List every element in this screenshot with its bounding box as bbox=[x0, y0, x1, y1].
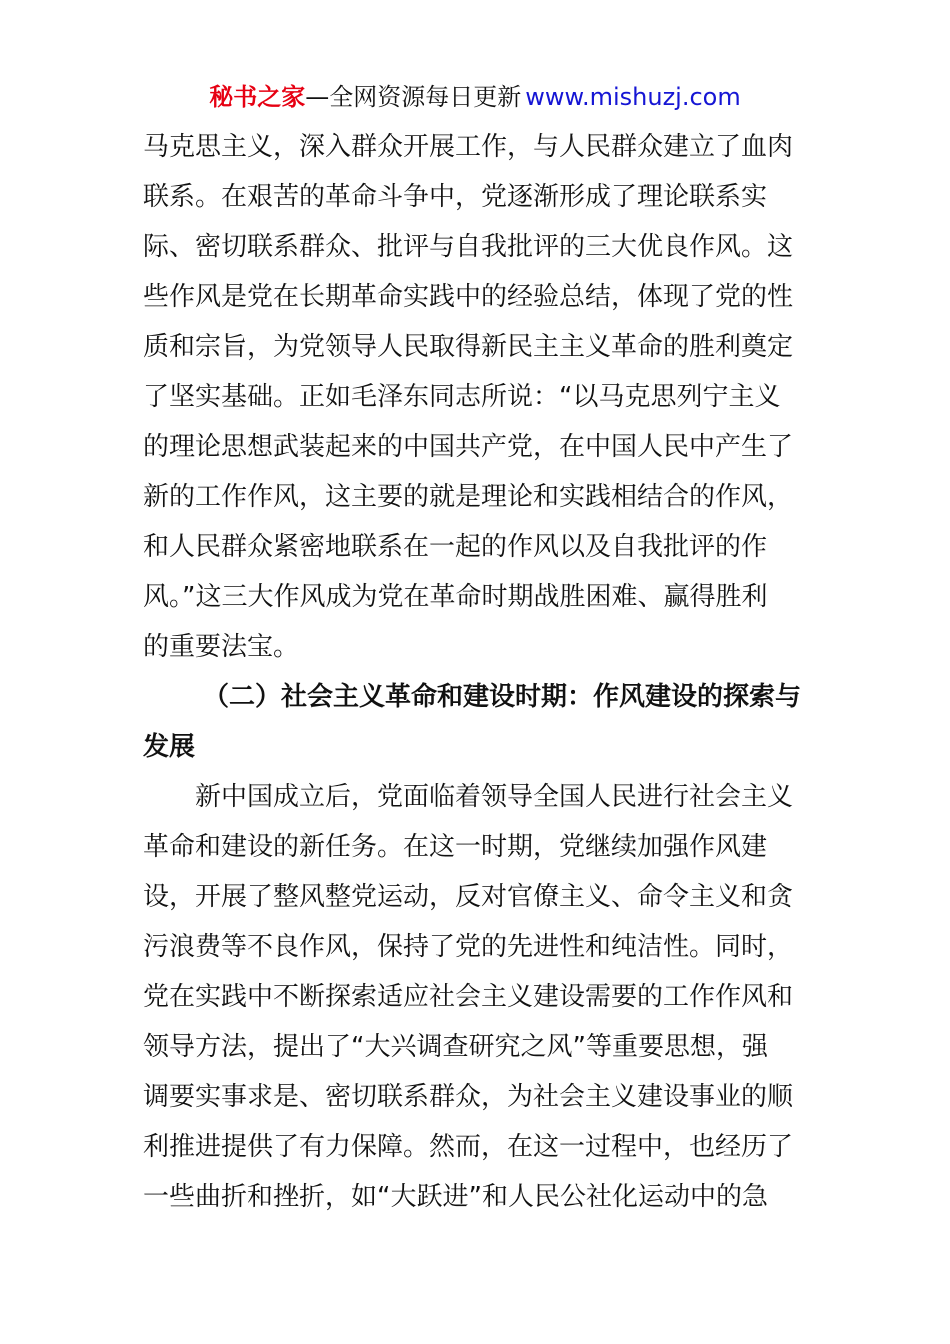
header-slogan: —全网资源每日更新 bbox=[305, 83, 522, 111]
body-line: 利推进提供了有力保障。然而，在这一过程中，也经历了 bbox=[143, 1132, 794, 1162]
body-line: 领导方法，提出了“大兴调查研究之风”等重要思想，强 bbox=[143, 1032, 768, 1062]
body-line: 调要实事求是、密切联系群众，为社会主义建设事业的顺 bbox=[143, 1082, 794, 1112]
body-line: 新的工作作风，这主要的就是理论和实践相结合的作风， bbox=[143, 482, 794, 512]
paragraph-first-line: 新中国成立后，党面临着领导全国人民进行社会主义 bbox=[195, 782, 794, 812]
section-heading: （二）社会主义革命和建设时期：作风建设的探索与 bbox=[203, 682, 802, 712]
site-watermark-header bbox=[0, 80, 950, 114]
body-line: 和人民群众紧密地联系在一起的作风以及自我批评的作 bbox=[143, 532, 768, 562]
body-line: 质和宗旨，为党领导人民取得新民主主义革命的胜利奠定 bbox=[143, 332, 794, 362]
body-line: 马克思主义，深入群众开展工作，与人民群众建立了血肉 bbox=[143, 132, 794, 162]
body-line: 联系。在艰苦的革命斗争中，党逐渐形成了理论联系实 bbox=[143, 182, 768, 212]
body-line: 革命和建设的新任务。在这一时期，党继续加强作风建 bbox=[143, 832, 768, 862]
body-line: 一些曲折和挫折，如“大跃进”和人民公社化运动中的急 bbox=[143, 1182, 768, 1212]
body-line: 的重要法宝。 bbox=[143, 632, 300, 662]
body-line: 党在实践中不断探索适应社会主义建设需要的工作作风和 bbox=[143, 982, 794, 1012]
body-line: 污浪费等不良作风，保持了党的先进性和纯洁性。同时， bbox=[143, 932, 794, 962]
body-line: 设，开展了整风整党运动，反对官僚主义、命令主义和贪 bbox=[143, 882, 794, 912]
brand-name: 秘书之家 bbox=[209, 83, 306, 111]
section-heading-continued: 发展 bbox=[143, 732, 196, 762]
body-line: 了坚实基础。正如毛泽东同志所说：“以马克思列宁主义 bbox=[143, 382, 781, 412]
document-body bbox=[143, 122, 808, 1222]
body-line: 的理论思想武装起来的中国共产党，在中国人民中产生了 bbox=[143, 432, 794, 462]
site-url: www.mishuzj.com bbox=[525, 83, 741, 111]
body-line: 际、密切联系群众、批评与自我批评的三大优良作风。这 bbox=[143, 232, 794, 262]
body-line: 些作风是党在长期革命实践中的经验总结，体现了党的性 bbox=[143, 282, 794, 312]
body-line: 风。”这三大作风成为党在革命时期战胜困难、赢得胜利 bbox=[143, 582, 768, 612]
